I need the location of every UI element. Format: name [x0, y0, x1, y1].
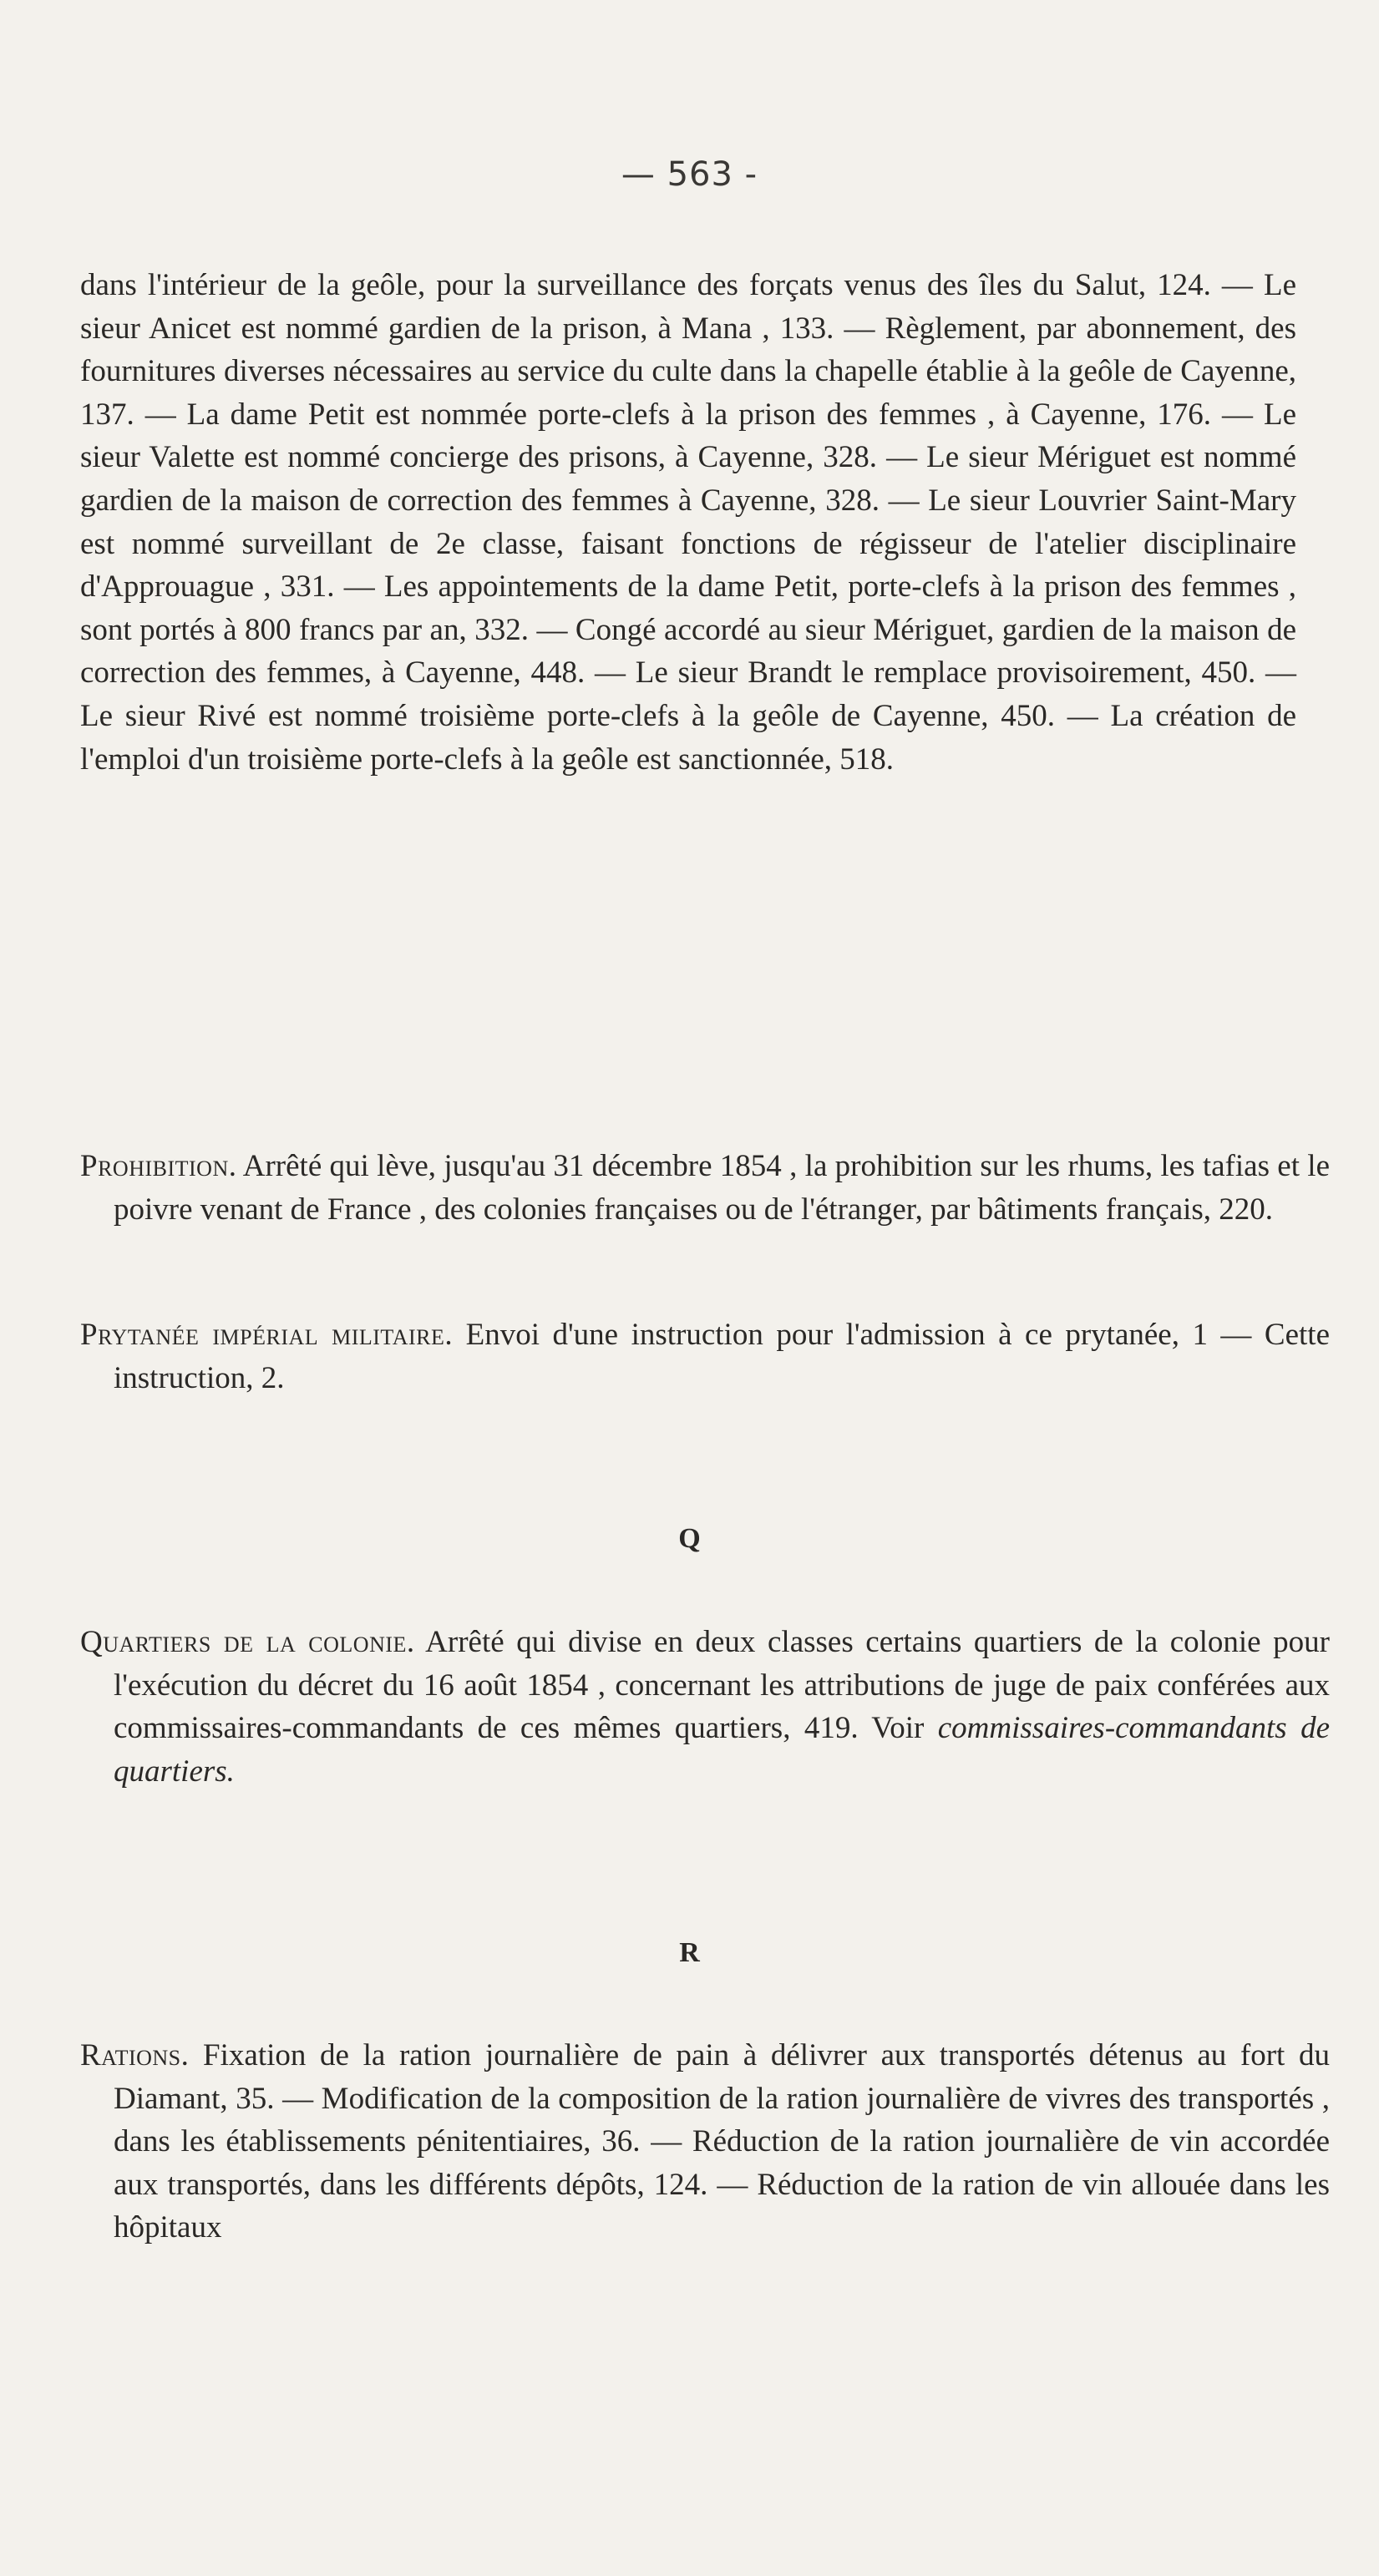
page-number: — 563 -	[621, 155, 758, 194]
continuation-text: dans l'intérieur de la geôle, pour la surveillance des forçats venus des îles du Salut, 124. — Le sieur Anicet est nommé gardien de la prison, à Mana , 133. — Règlement, par abonnement, des fournitures diverses nécessaires au service du culte dans la chapelle établie à la geôle de Cayenne, 137. — La dame Petit est nommée porte-clefs à la prison des femmes , à Cayenne, 176. — Le sieur Valette est nommé concierge des prisons, à Cayenne, 328. — Le sieur Mériguet est nommé gardien de la maison de correction des femmes à Cayenne, 328. — Le sieur Louvrier Saint-Mary est nommé surveillant de 2e classe, faisant fonctions de régisseur de l'atelier disciplinaire d'Approuague , 331. — Les appointements de la dame Petit, porte-clefs à la prison des femmes , sont portés à 800 francs par an, 332. — Congé accordé au sieur Mériguet, gardien de la maison de correction des femmes, à Cayenne, 448. — Le sieur Brandt le remplace provisoirement, 450. — Le sieur Rivé est nommé troisième porte-clefs à la geôle de Cayenne, 450. — La création de l'emploi d'un troisième porte-clefs à la geôle est sanctionnée, 518.	[80, 268, 1296, 777]
continuation-paragraph	[80, 264, 1296, 781]
section-letter-q: Q	[678, 1523, 701, 1554]
section-letter-r: R	[679, 1937, 700, 1968]
entry-heading: Rations.	[80, 2038, 190, 2072]
see-also-reference: commissaires-commandants de quartiers.	[114, 1711, 1330, 1789]
entry-quartiers	[80, 1621, 1330, 1793]
entry-rations	[80, 2034, 1330, 2250]
entry-heading: Quartiers de la colonie.	[80, 1625, 415, 1659]
entry-text: Arrêté qui lève, jusqu'au 31 décembre 1854 , la prohibition sur les rhums, les tafias et le poivre venant de France , des colonies françaises ou de l'étranger, par bâtiments français, 220.	[114, 1149, 1330, 1227]
entry-prohibition	[80, 1145, 1330, 1231]
entry-text: Arrêté qui divise en deux classes certains quartiers de la colonie pour l'exécution du décret du 16 août 1854 , concernant les attributions de juge de paix conférées aux commissaires-commandants de ces mêmes quartiers, 419. Voir	[114, 1625, 1330, 1746]
entry-heading: Prytanée impérial militaire.	[80, 1318, 454, 1352]
entry-heading: Prohibition.	[80, 1149, 237, 1183]
entry-text: Envoi d'une instruction pour l'admission à ce prytanée, 1 — Cette instruction, 2.	[114, 1318, 1330, 1395]
entry-text: Fixation de la ration journalière de pain à délivrer aux transportés détenus au fort du Diamant, 35. — Modification de la composition de la ration journalière de vivres des transportés , dans les établissements pénitentiaires, 36. — Réduction de la ration journalière de vin accordée aux transportés, dans les différents dépôts, 124. — Réduction de la ration de vin allouée dans les hôpitaux	[114, 2038, 1330, 2245]
entry-prytanee	[80, 1313, 1330, 1399]
